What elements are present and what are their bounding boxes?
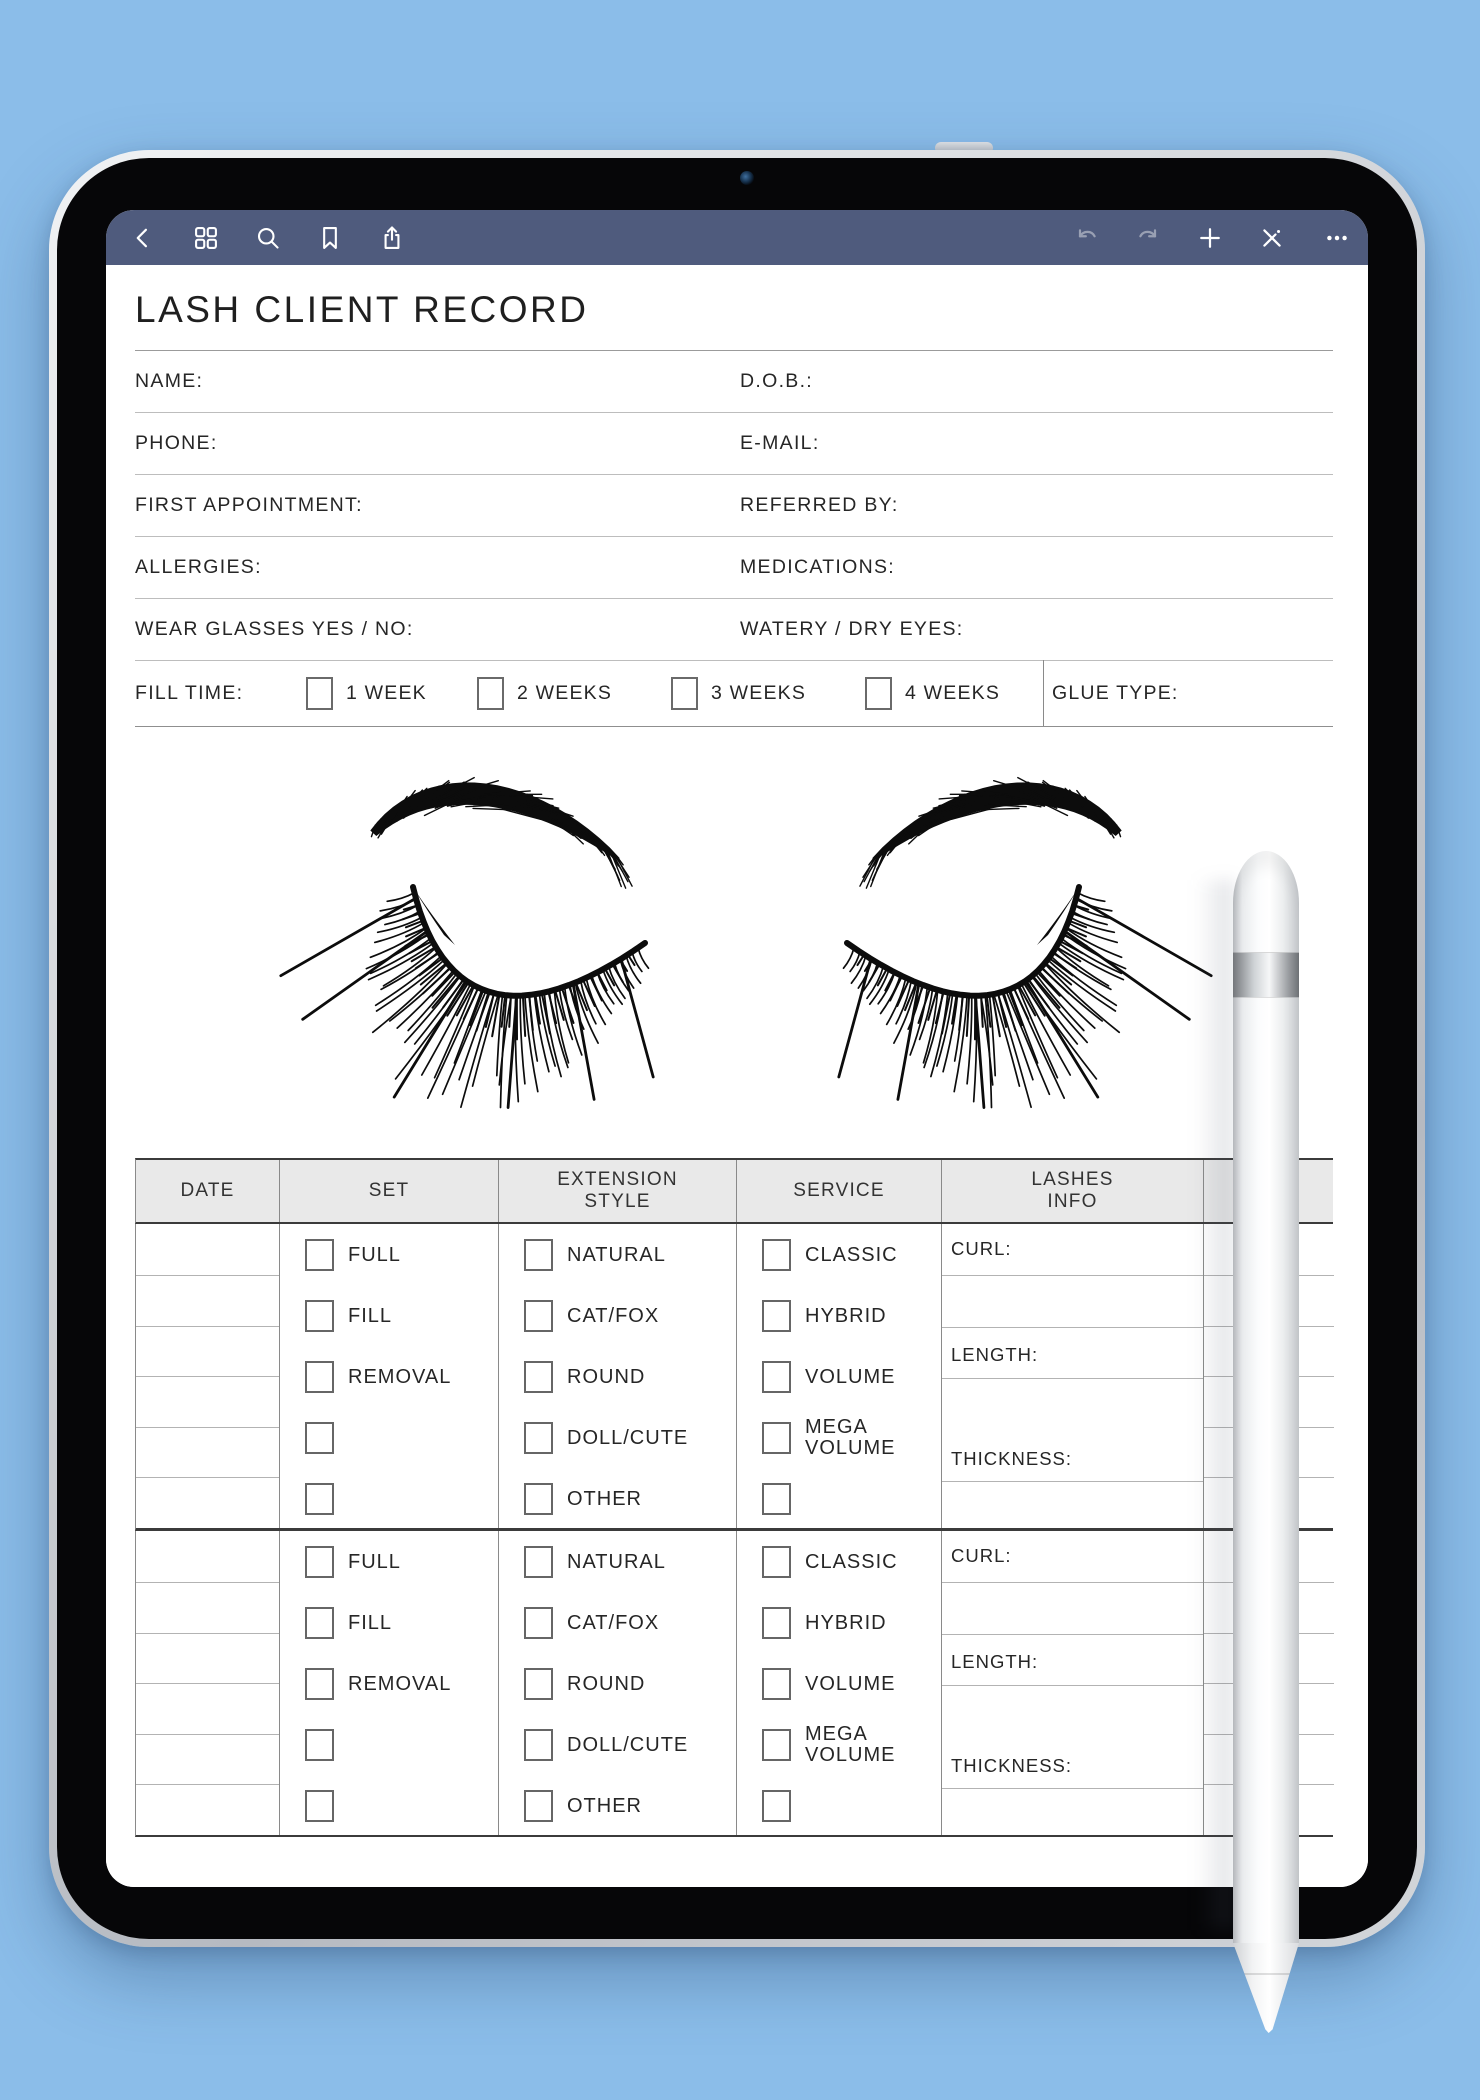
fill-time-option-4weeks (865, 660, 1000, 726)
checkbox-full[interactable] (305, 1239, 334, 1271)
field-email[interactable] (740, 413, 1333, 474)
option-label: 3 WEEKS (711, 681, 807, 704)
fill-time-option-3weeks (671, 660, 806, 726)
planner-page (106, 265, 1368, 1887)
set-option-removal (305, 1667, 451, 1701)
date-column (136, 1531, 279, 1835)
field-dob[interactable] (740, 351, 1333, 412)
scribble-cross-icon[interactable] (1258, 224, 1286, 252)
field-first-appointment[interactable] (135, 475, 739, 536)
entry-line[interactable] (942, 1685, 1203, 1686)
checkbox-4-weeks[interactable] (865, 677, 892, 710)
field-medications[interactable] (740, 537, 1333, 598)
field-name[interactable] (135, 351, 739, 412)
field-label: FIRST APPOINTMENT: (135, 494, 363, 516)
style-option-natural (524, 1238, 666, 1272)
entry-line[interactable] (136, 1427, 279, 1428)
checkbox-hybrid[interactable] (762, 1607, 791, 1639)
closed-eye-illustration-left (321, 763, 661, 1143)
fill-time-label: FILL TIME: (135, 681, 244, 704)
checkbox-round[interactable] (524, 1668, 553, 1700)
service-option-hybrid (762, 1299, 887, 1333)
style-option-natural (524, 1545, 666, 1579)
checkbox-fill[interactable] (305, 1607, 334, 1639)
entry-line[interactable] (136, 1326, 279, 1327)
header-extension-style: EXTENSION STYLE (557, 1168, 678, 1212)
option-label: DOLL/CUTE (567, 1426, 689, 1449)
checkbox-classic[interactable] (762, 1239, 791, 1271)
front-camera (740, 171, 754, 185)
entry-line[interactable] (942, 1275, 1203, 1276)
field-label: WATERY / DRY EYES: (740, 618, 964, 640)
date-column (136, 1224, 279, 1528)
option-label: FILL (348, 1304, 393, 1327)
field-wear-glasses[interactable] (135, 599, 739, 660)
entry-line[interactable] (136, 1683, 279, 1684)
checkbox-2-weeks[interactable] (477, 677, 504, 710)
option-label: ROUND (567, 1672, 646, 1695)
option-label: CAT/FOX (567, 1611, 660, 1634)
style-option-round (524, 1667, 645, 1701)
checkbox-blank[interactable] (762, 1483, 791, 1515)
form-row-allergies-medications (135, 537, 1333, 599)
option-label: MEGA VOLUME (805, 1416, 896, 1459)
fill-time-section (135, 660, 1333, 727)
extension-style-column (498, 1531, 736, 1835)
checkbox-cat-fox[interactable] (524, 1300, 553, 1332)
style-option-catfox (524, 1606, 659, 1640)
option-label: NATURAL (567, 1243, 666, 1266)
tablet-screen (106, 210, 1368, 1887)
style-option-dollcute (524, 1421, 688, 1455)
option-label: DOLL/CUTE (567, 1733, 689, 1756)
checkbox-blank[interactable] (305, 1790, 334, 1822)
more-icon[interactable] (1323, 224, 1351, 252)
checkbox-blank[interactable] (305, 1422, 334, 1454)
option-label: CAT/FOX (567, 1304, 660, 1327)
option-label: VOLUME (805, 1672, 896, 1695)
service-option-megavolume (762, 1416, 910, 1459)
option-label: OTHER (567, 1487, 642, 1510)
option-label: ROUND (567, 1365, 646, 1388)
length-label: LENGTH: (951, 1651, 1039, 1672)
table-header-row (135, 1158, 1333, 1224)
service-option-classic (762, 1238, 898, 1272)
option-label: FULL (348, 1243, 401, 1266)
checkbox-volume[interactable] (762, 1668, 791, 1700)
client-info-form (135, 351, 1333, 661)
checkbox-volume[interactable] (762, 1361, 791, 1393)
checkbox-full[interactable] (305, 1546, 334, 1578)
field-label: PHONE: (135, 432, 218, 454)
service-column (736, 1224, 941, 1528)
service-option-volume (762, 1360, 895, 1394)
checkbox-mega-volume[interactable] (762, 1729, 791, 1761)
checkbox-classic[interactable] (762, 1546, 791, 1578)
entry-line[interactable] (942, 1582, 1203, 1583)
checkbox-natural[interactable] (524, 1239, 553, 1271)
option-label: NATURAL (567, 1550, 666, 1573)
checkbox-blank[interactable] (305, 1729, 334, 1761)
option-label: REMOVAL (348, 1365, 452, 1388)
checkbox-cat-fox[interactable] (524, 1607, 553, 1639)
field-label: WEAR GLASSES YES / NO: (135, 618, 414, 640)
field-label: NAME: (135, 370, 204, 392)
option-label: FULL (348, 1550, 401, 1573)
set-option-blank (305, 1728, 334, 1762)
style-option-round (524, 1360, 645, 1394)
entry-line[interactable] (942, 1481, 1203, 1482)
entry-line[interactable] (136, 1582, 279, 1583)
field-label: MEDICATIONS: (740, 556, 895, 578)
service-option-hybrid (762, 1606, 887, 1640)
field-referred-by[interactable] (740, 475, 1333, 536)
closed-eye-illustration-right (831, 763, 1171, 1143)
checkbox-natural[interactable] (524, 1546, 553, 1578)
header-date: DATE (180, 1179, 235, 1201)
set-option-removal (305, 1360, 451, 1394)
option-label: OTHER (567, 1794, 642, 1817)
back-icon[interactable] (129, 224, 157, 252)
lashes-info-column (941, 1224, 1203, 1528)
curl-label: CURL: (951, 1545, 1012, 1566)
entry-line[interactable] (136, 1275, 279, 1276)
fill-time-option-1week (306, 660, 427, 726)
checkbox-mega-volume[interactable] (762, 1422, 791, 1454)
checkbox-doll-cute[interactable] (524, 1729, 553, 1761)
field-label: E-MAIL: (740, 432, 820, 454)
entry-line[interactable] (136, 1477, 279, 1478)
option-label: REMOVAL (348, 1672, 452, 1695)
field-label: REFERRED BY: (740, 494, 899, 516)
field-label: D.O.B.: (740, 370, 814, 392)
pencil-silver-band (1233, 953, 1299, 997)
checkbox-other[interactable] (524, 1483, 553, 1515)
entry-line[interactable] (942, 1634, 1203, 1635)
option-label: HYBRID (805, 1304, 887, 1327)
thickness-label: THICKNESS: (951, 1448, 1073, 1469)
table-row-group (135, 1224, 1333, 1531)
pencil-tip-seam (1233, 1973, 1299, 1975)
field-allergies[interactable] (135, 537, 739, 598)
checkbox-other[interactable] (524, 1790, 553, 1822)
appointment-table (135, 1158, 1333, 1837)
service-option-classic (762, 1545, 898, 1579)
service-option-blank (762, 1789, 791, 1823)
checkbox-hybrid[interactable] (762, 1300, 791, 1332)
app-toolbar (106, 210, 1368, 265)
set-option-fill (305, 1606, 392, 1640)
field-label: ALLERGIES: (135, 556, 262, 578)
set-column (279, 1531, 498, 1835)
set-option-full (305, 1545, 401, 1579)
service-option-megavolume (762, 1723, 910, 1766)
glue-type-divider (1043, 660, 1044, 726)
service-column (736, 1531, 941, 1835)
form-row-phone-email (135, 413, 1333, 475)
option-label: HYBRID (805, 1611, 887, 1634)
checkbox-fill[interactable] (305, 1300, 334, 1332)
pencil-shadow (1196, 880, 1234, 1930)
entry-line[interactable] (136, 1633, 279, 1634)
service-option-blank (762, 1482, 791, 1516)
set-option-blank (305, 1421, 334, 1455)
thickness-label: THICKNESS: (951, 1755, 1073, 1776)
style-option-other (524, 1789, 642, 1823)
option-label: 4 WEEKS (905, 681, 1001, 704)
form-row-glasses-eyes (135, 599, 1333, 661)
redo-icon[interactable] (1134, 224, 1162, 252)
option-label: CLASSIC (805, 1243, 898, 1266)
apple-pencil-tip (1233, 1943, 1299, 2033)
checkbox-doll-cute[interactable] (524, 1422, 553, 1454)
checkbox-removal[interactable] (305, 1361, 334, 1393)
set-option-full (305, 1238, 401, 1272)
checkbox-blank[interactable] (305, 1483, 334, 1515)
checkbox-3-weeks[interactable] (671, 677, 698, 710)
entry-line[interactable] (942, 1327, 1203, 1328)
add-icon[interactable] (1196, 224, 1224, 252)
header-set: SET (368, 1179, 410, 1201)
option-label: 1 WEEK (346, 681, 427, 704)
service-option-volume (762, 1667, 895, 1701)
style-option-dollcute (524, 1728, 688, 1762)
entry-line[interactable] (942, 1788, 1203, 1789)
option-label: VOLUME (805, 1365, 896, 1388)
set-option-blank (305, 1482, 334, 1516)
bookmark-icon[interactable] (316, 224, 344, 252)
style-option-other (524, 1482, 642, 1516)
option-label: CLASSIC (805, 1550, 898, 1573)
table-row-group (135, 1531, 1333, 1837)
curl-label: CURL: (951, 1238, 1012, 1259)
style-option-catfox (524, 1299, 659, 1333)
field-watery-dry-eyes[interactable] (740, 599, 1333, 660)
page-title: LASH CLIENT RECORD (135, 289, 589, 330)
field-label: GLUE TYPE: (1052, 681, 1179, 704)
checkbox-round[interactable] (524, 1361, 553, 1393)
entry-line[interactable] (136, 1784, 279, 1785)
option-label: 2 WEEKS (517, 681, 613, 704)
field-phone[interactable] (135, 413, 739, 474)
entry-line[interactable] (942, 1378, 1203, 1379)
apple-pencil (1233, 851, 1299, 1943)
checkbox-blank[interactable] (762, 1790, 791, 1822)
checkbox-removal[interactable] (305, 1668, 334, 1700)
undo-icon[interactable] (1073, 224, 1101, 252)
checkbox-1-week[interactable] (306, 677, 333, 710)
entry-line[interactable] (136, 1376, 279, 1377)
set-column (279, 1224, 498, 1528)
lashes-info-column (941, 1531, 1203, 1835)
entry-line[interactable] (136, 1734, 279, 1735)
length-label: LENGTH: (951, 1344, 1039, 1365)
form-row-appointment-referred (135, 475, 1333, 537)
form-row-name-dob (135, 351, 1333, 413)
option-label: FILL (348, 1611, 393, 1634)
grid-view-icon[interactable] (192, 224, 220, 252)
set-option-blank (305, 1789, 334, 1823)
glue-type-field[interactable] (1052, 660, 1179, 726)
extension-style-column (498, 1224, 736, 1528)
header-lashes-info: LASHES INFO (1031, 1168, 1114, 1212)
header-service: SERVICE (793, 1179, 885, 1201)
search-icon[interactable] (254, 224, 282, 252)
fill-time-option-2weeks (477, 660, 612, 726)
share-icon[interactable] (378, 224, 406, 252)
option-label: MEGA VOLUME (805, 1723, 896, 1766)
set-option-fill (305, 1299, 392, 1333)
